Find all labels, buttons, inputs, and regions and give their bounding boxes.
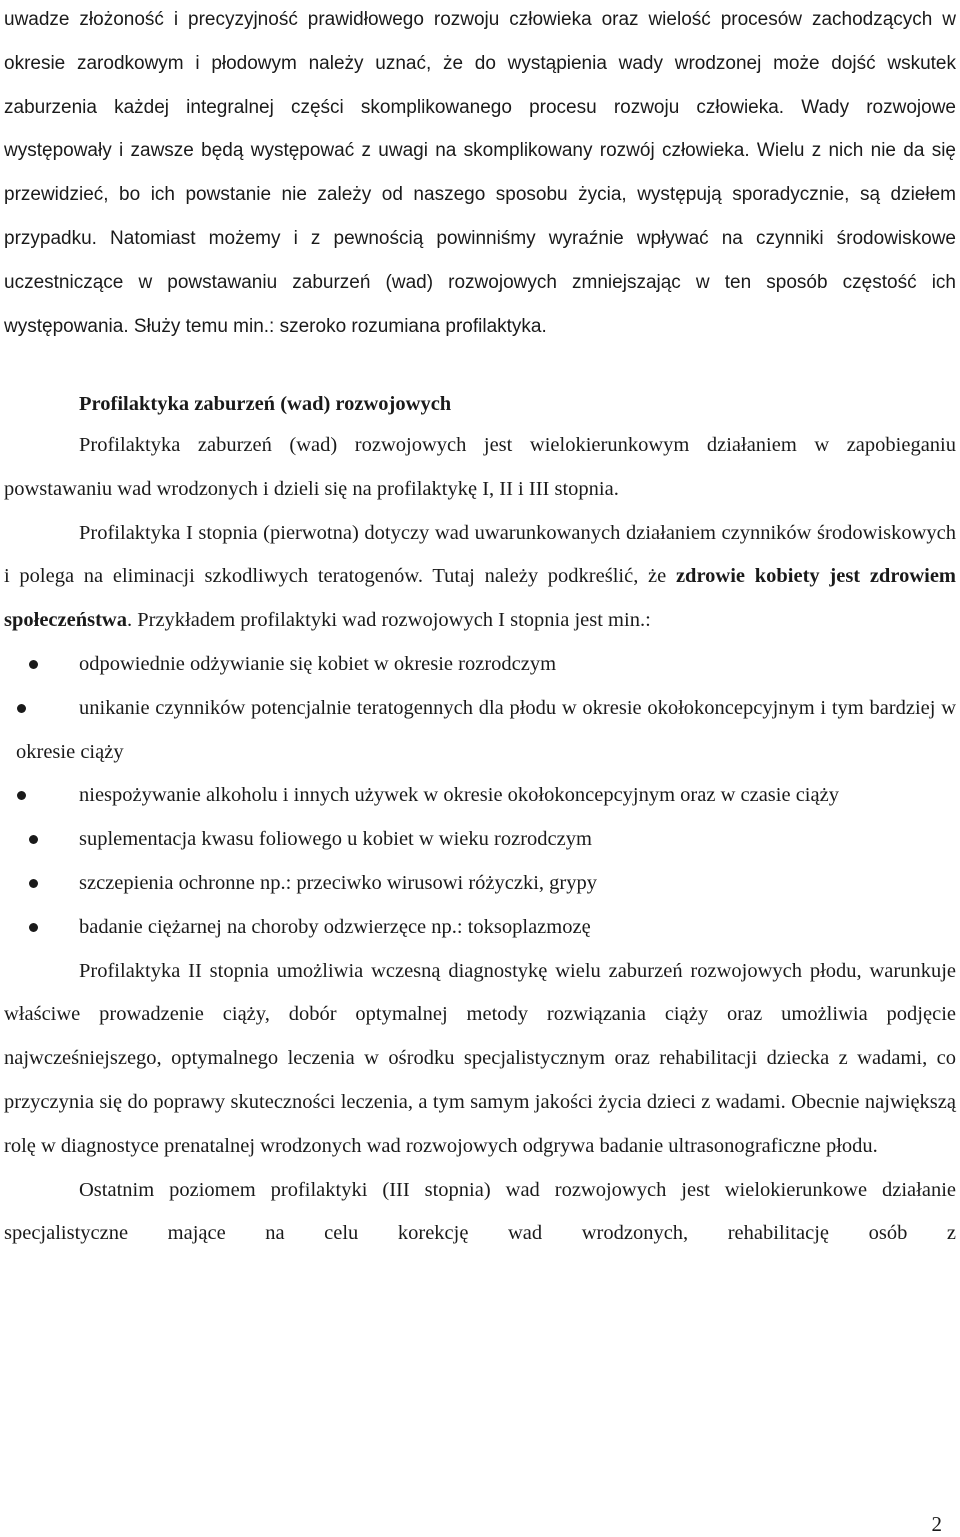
p2-emphasis: zdrowie kobiety jest zdrowiem społeczeństwa [4,565,956,632]
paragraph-secondary-prevention: Profilaktyka II stopnia umożliwia wczesną diagnostykę wielu zaburzeń rozwojowych płodu, warunkuje właściwe prowadzenie ciąży, dobór optymalnej metody rozwiązania ciąży oraz umożliwia podjęcie najwcześniejszego, optymalnego leczenia w ośrodku specjalistycznym oraz rehabilitacji dziecka z wadami, co przyczynia się do poprawy skuteczności leczenia, a tym samym jakości życia dzieci z wadami. Obecnie największą rolę w diagnostyce prenatalnej wrodzonych wad rozwojowych odgrywa badanie ultrasonograficzne płodu. [4,959,956,1157]
bullet-dot-icon [17,791,26,800]
bullet-dot-icon [29,660,38,669]
bullet-dot-icon [29,835,38,844]
list-item: suplementacja kwasu foliowego u kobiet w wieku rozrodczym [4,818,956,862]
bullet-dot-icon [29,923,38,932]
paragraph-overview: Profilaktyka zaburzeń (wad) rozwojowych jest wielokierunkowym działaniem w zapobieganiu powstawaniu wad wrodzonych i dzieli się na profilaktykę I, II i III stopnia. [4,434,956,500]
list-item: niespożywanie alkoholu i innych używek w okresie okołokoncepcyjnym oraz w czasie ciąży [4,774,956,818]
p2-text-before: Profilaktyka I stopnia (pierwotna) dotyczy wad uwarunkowanych działaniem czynników środowiskowych i polega na eliminacji szkodliwych teratogenów. Tutaj należy podkreślić, że [4,521,956,588]
list-item: unikanie czynników potencjalnie teratogennych dla płodu w okresie okołokoncepcyjnym i tym bardziej w okresie ciąży [16,696,956,763]
bullet-dot-icon [29,879,38,888]
paragraph-primary-prevention [4,512,956,643]
p2-text-after: . Przykładem profilaktyki wad rozwojowych I stopnia jest min.: [126,609,651,632]
paragraph-tertiary-prevention: Ostatnim poziomem profilaktyki (III stopnia) wad rozwojowych jest wielokierunkowe działanie specjalistyczne mające na celu korekcję wad wrodzonych, rehabilitację osób z [4,1178,956,1245]
section-heading: Profilaktyka zaburzeń (wad) rozwojowych [79,393,452,415]
prevention-list [4,643,956,950]
list-item: odpowiednie odżywianie się kobiet w okresie rozrodczym [4,643,956,687]
intro-paragraph-block [4,0,956,348]
section-body [4,424,956,1256]
intro-paragraph: uwadze złożoność i precyzyjność prawidłowego rozwoju człowieka oraz wielość procesów zachodzących w okresie zarodkowym i płodowym należy uznać, że do wystąpienia wady wrodzonej może dojść wskutek zaburzenia każdej integralnej części skomplikowanego procesu rozwoju człowieka. Wady rozwojowe występowały i zawsze będą występować z uwagi na skomplikowany rozwój człowieka. Wielu z nich nie da się przewidzieć, bo ich powstanie nie zależy od naszego sposobu życia, występują sporadycznie, są dziełem przypadku. Natomiast możemy i z pewnością powinniśmy wyraźnie wpływać na czynniki środowiskowe uczestniczące w powstawaniu zaburzeń (wad) rozwojowych zmniejszając w ten sposób częstość ich występowania. Służy temu min.: szeroko rozumiana profilaktyka. [4,9,956,337]
bullet-dot-icon [17,704,26,713]
page-number: 2 [931,1512,942,1536]
list-item: badanie ciężarnej na choroby odzwierzęce np.: toksoplazmozę [4,906,956,950]
list-item: szczepienia ochronne np.: przeciwko wirusowi różyczki, grypy [4,862,956,906]
